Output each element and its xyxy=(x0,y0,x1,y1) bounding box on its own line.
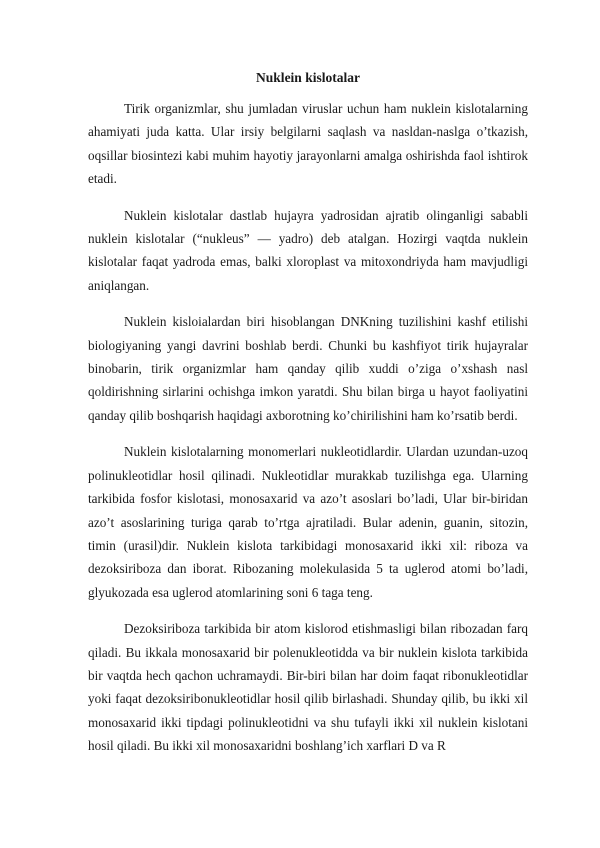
paragraph-2: Nuklein kislotalar dastlab hujayra yadrosidan ajratib olinganligi sababli nuklein kislotalar (“nukleus” — yadro) deb atalgan. Hozirgi vaqtda nuklein kislotalar faqat yadroda emas, balki xloroplast va mitoxondriyda ham mavjudligi aniqlangan. xyxy=(88,207,528,293)
document-title: Nuklein kislotalar xyxy=(256,70,360,85)
paragraph-3: Nuklein kisloialardan biri hisoblangan DNKning tuzilishini kashf etilishi biologiyaning yangi davrini boshlab berdi. Chunki bu kashfiyot tirik hujayralar binobarin, tirik organizmlar ham qanday qilib xuddi o’ziga o’xshash nasl qoldirishning sirlarini ochishga imkon yaratdi. Shu bilan birga u hayot faoliyatini qanday qilib boshqarish haqidagi axborotning ko’chirilishini ham ko’rsatib berdi. xyxy=(88,314,528,423)
paragraph-5: Dezoksiriboza tarkibida bir atom kislorod etishmasligi bilan ribozadan farq qiladi. Bu ikkala monosaxarid bir polenukleotidda va bir nuklein kislota tarkibida bir vaqtda hech qachon uchramaydi. Bir-biri bilan har doim faqat ribonukleotidlar yoki faqat dezoksiribonukleotidlar hosil qilib birlashadi. Shunday qilib, bu ikki xil monosaxarid ikki tipdagi polinukleotidni va shu tufayli ikki xil nuklein kislotani hosil qiladi. Bu ikki xil monosaxaridni boshlang’ich xarflari D va R xyxy=(88,621,528,754)
paragraph-4: Nuklein kislotalarning monomerlari nukleotidlardir. Ulardan uzundan-uzoq polinukleotidlar hosil qilinadi. Nukleotidlar murakkab tuzilishga ega. Ularning tarkibida fosfor kislotasi, monosaxarid va azo’t asoslari bo’ladi, Ular bir-biridan azo’t asoslarining turiga qarab to’rtga ajratiladi. Bular adenin, guanin, sitozin, timin (urasil)dir. Nuklein kislota tarkibidagi monosaxarid ikki xil: riboza va dezoksiriboza dan iborat. Ribozaning molekulasida 5 ta uglerod atomi bo’ladi, glyukozada esa uglerod atomlarining soni 6 taga teng. xyxy=(88,444,528,600)
document-body xyxy=(88,68,528,771)
paragraph-1: Tirik organizmlar, shu jumladan viruslar uchun ham nuklein kislotalarning ahamiyati juda katta. Ular irsiy belgilarni saqlash va nasldan-naslga o’tkazish, oqsillar biosintezi kabi muhim hayotiy jarayonlarni amalga oshirishda faol ishtirok etadi. xyxy=(88,101,528,187)
